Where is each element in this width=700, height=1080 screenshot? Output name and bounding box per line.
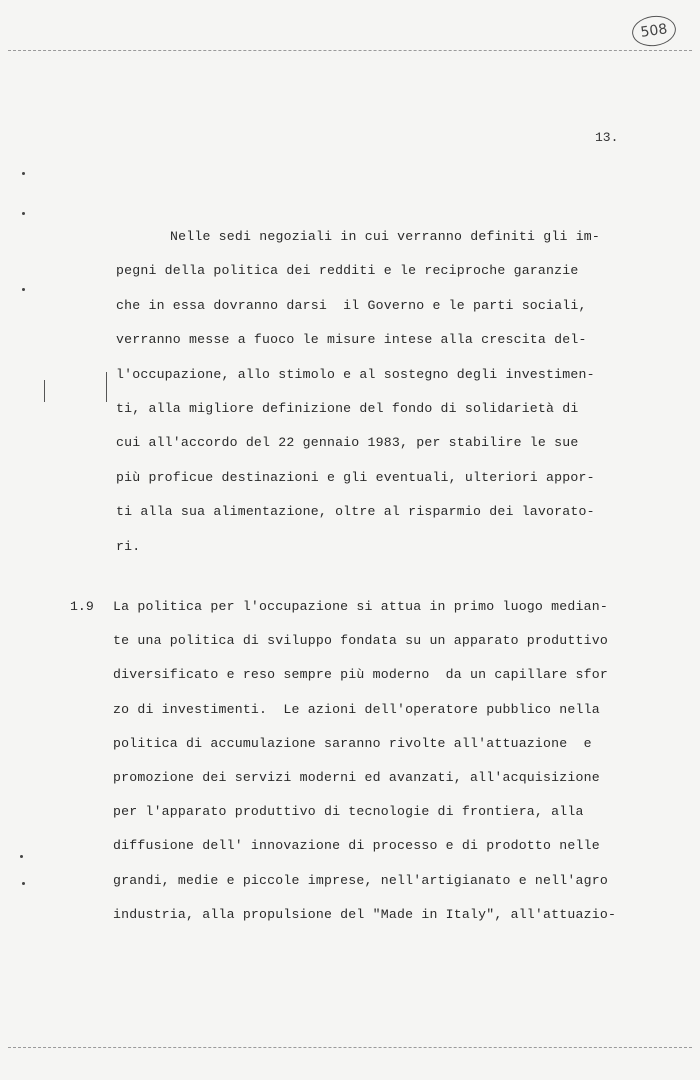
text-line: diffusione dell' innovazione di processo e di prodotto nelle	[113, 838, 600, 854]
text-line: Nelle sedi negoziali in cui verranno definiti gli im-	[170, 229, 601, 244]
text-line: pegni della politica dei redditi e le reciproche garanzie	[116, 263, 579, 279]
text-line: promozione dei servizi moderni ed avanzati, all'acquisizione	[113, 770, 600, 785]
text-line: te una politica di sviluppo fondata su un apparato produttivo	[113, 633, 608, 649]
scan-speck	[22, 172, 25, 175]
text-line: ri.	[116, 538, 141, 554]
bottom-scan-edge	[8, 1047, 692, 1048]
text-line: cui all'accordo del 22 gennaio 1983, per stabilire le sue	[116, 435, 579, 451]
page-number: 13.	[595, 130, 619, 145]
archive-stamp: 508	[630, 13, 678, 49]
scan-mark	[44, 380, 45, 402]
text-line: politica di accumulazione saranno rivolte all'attuazione e	[113, 735, 592, 751]
scan-speck	[22, 288, 25, 291]
text-line: più proficue destinazioni e gli eventuali, ulteriori appor-	[116, 469, 595, 485]
text-line: l'occupazione, allo stimolo e al sostegno degli investimen-	[116, 366, 595, 382]
section-number: 1.9	[70, 599, 94, 614]
text-line: ti alla sua alimentazione, oltre al risparmio dei lavorato-	[116, 504, 595, 520]
scan-speck	[22, 882, 25, 885]
text-line: ti, alla migliore definizione del fondo di solidarietà di	[116, 401, 579, 416]
text-line: La politica per l'occupazione si attua in primo luogo median-	[113, 599, 608, 614]
text-line: diversificato e reso sempre più moderno da un capillare sfor	[113, 667, 608, 683]
text-line: che in essa dovranno darsi il Governo e le parti sociali,	[116, 297, 587, 313]
text-line: verranno messe a fuoco le misure intese alla crescita del-	[116, 332, 587, 348]
top-scan-edge	[8, 50, 692, 51]
text-line: per l'apparato produttivo di tecnologie di frontiera, alla	[113, 804, 584, 820]
text-line: zo di investimenti. Le azioni dell'operatore pubblico nella	[113, 701, 600, 717]
scan-speck	[22, 212, 25, 215]
text-line: industria, alla propulsione del "Made in Italy", all'attuazio-	[113, 906, 617, 922]
text-line: grandi, medie e piccole imprese, nell'artigianato e nell'agro	[113, 872, 608, 888]
scan-speck	[20, 855, 23, 858]
margin-mark	[106, 372, 107, 402]
